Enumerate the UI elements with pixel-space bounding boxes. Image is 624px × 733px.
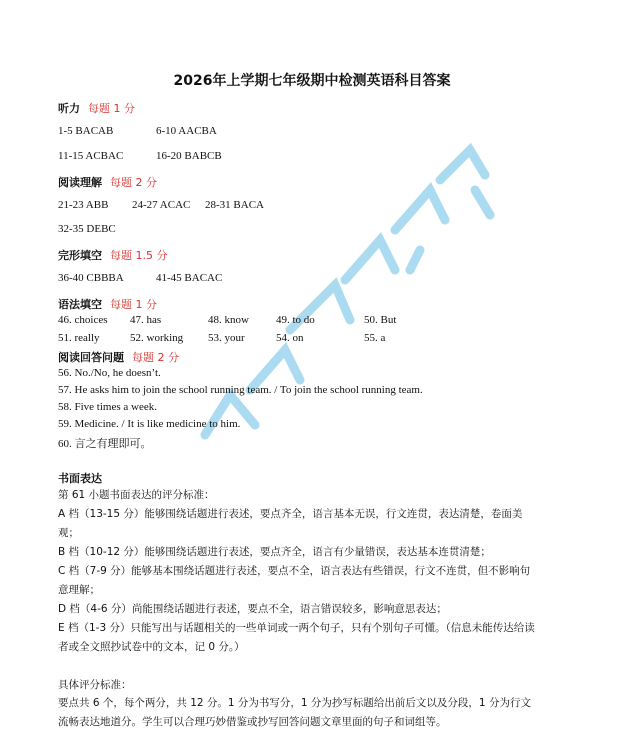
answer-line: 28-31 BACA: [205, 199, 264, 211]
section-qa: [58, 349, 179, 365]
answer-line: 49. to do: [276, 314, 315, 326]
answer-line: 56. No./No, he doesn’t.: [58, 367, 161, 379]
writing-level: C 档（7-9 分）能够基本围绕话题进行表述，要点不全，语言表达有些错误，行文不连贯，但不影响句意理解；: [58, 565, 531, 596]
answer-line: 58. Five times a week.: [58, 401, 157, 413]
answer-line: 6-10 AACBA: [156, 125, 217, 137]
answer-line: 53. your: [208, 332, 245, 344]
section-writing: [58, 470, 102, 486]
answer-line: 60. 言之有理即可。: [58, 438, 152, 450]
answer-line: 1-5 BACAB: [58, 125, 114, 137]
page-title: 2026年上学期七年级期中检测英语科目答案: [173, 73, 451, 89]
answer-line: 59. Medicine. / It is like medicine to him.: [58, 418, 241, 430]
answer-line: 52. working: [130, 332, 184, 344]
section-heading: 完形填空: [58, 249, 102, 262]
answer-line: 57. He asks him to join the school running team. / To join the school running team.: [58, 384, 423, 396]
section-listening: [58, 100, 135, 116]
detail-heading: 具体评分标准：: [58, 679, 132, 691]
detail-text: 要点共 6 个，每个两分，共 12 分。1 分为书写分，1 分为抄写标题给出前后文以及分段，1 分为行文流畅表达地道分。学生可以合理巧妙借鉴或抄写回答问题文章里面的句子和词组等。: [58, 697, 531, 728]
section-heading: 语法填空: [58, 298, 102, 311]
answer-line: 24-27 ACAC: [132, 199, 191, 211]
section-points: 每题 2 分: [132, 351, 179, 364]
answer-line: 16-20 BABCB: [156, 150, 222, 162]
writing-level: A 档（13-15 分）能够围绕话题进行表述，要点齐全，语言基本无误，行文连贯，表达清楚，卷面美观；: [58, 508, 523, 539]
section-heading: 阅读回答问题: [58, 351, 124, 364]
section-reading: [58, 174, 157, 190]
writing-level: B 档（10-12 分）能够围绕话题进行表述，要点齐全，语言有少量错误，表达基本连贯清楚；: [58, 546, 491, 558]
answer-line: 51. really: [58, 332, 100, 344]
writing-intro: 第 61 小题书面表达的评分标准：: [58, 489, 215, 501]
answer-line: 36-40 CBBBA: [58, 272, 124, 284]
answer-line: 54. on: [276, 332, 304, 344]
answer-line: 50. But: [364, 314, 397, 326]
section-heading: 听力: [58, 102, 80, 115]
section-heading: 阅读理解: [58, 176, 102, 189]
section-points: 每题 2 分: [110, 176, 157, 189]
answer-line: 46. choices: [58, 314, 108, 326]
section-cloze: [58, 247, 168, 263]
answer-line: 11-15 ACBAC: [58, 150, 124, 162]
writing-level: E 档（1-3 分）只能写出与话题相关的一些单词或一两个句子，只有个别句子可懂。（信息未能传达给读者或全文照抄试卷中的文本，记 0 分。）: [58, 622, 535, 653]
section-points: 每题 1 分: [88, 102, 135, 115]
section-heading: 书面表达: [58, 472, 102, 485]
answer-line: 21-23 ABB: [58, 199, 109, 211]
section-points: 每题 1.5 分: [110, 249, 168, 262]
answer-line: 48. know: [208, 314, 249, 326]
section-grammar: [58, 296, 157, 312]
answer-line: 55. a: [364, 332, 386, 344]
answer-line: 47. has: [130, 314, 162, 326]
writing-level: D 档（4-6 分）尚能围绕话题进行表述，要点不全，语言错误较多，影响意思表达；: [58, 603, 447, 615]
answer-line: 41-45 BACAC: [156, 272, 223, 284]
section-points: 每题 1 分: [110, 298, 157, 311]
answer-line: 32-35 DEBC: [58, 223, 116, 235]
